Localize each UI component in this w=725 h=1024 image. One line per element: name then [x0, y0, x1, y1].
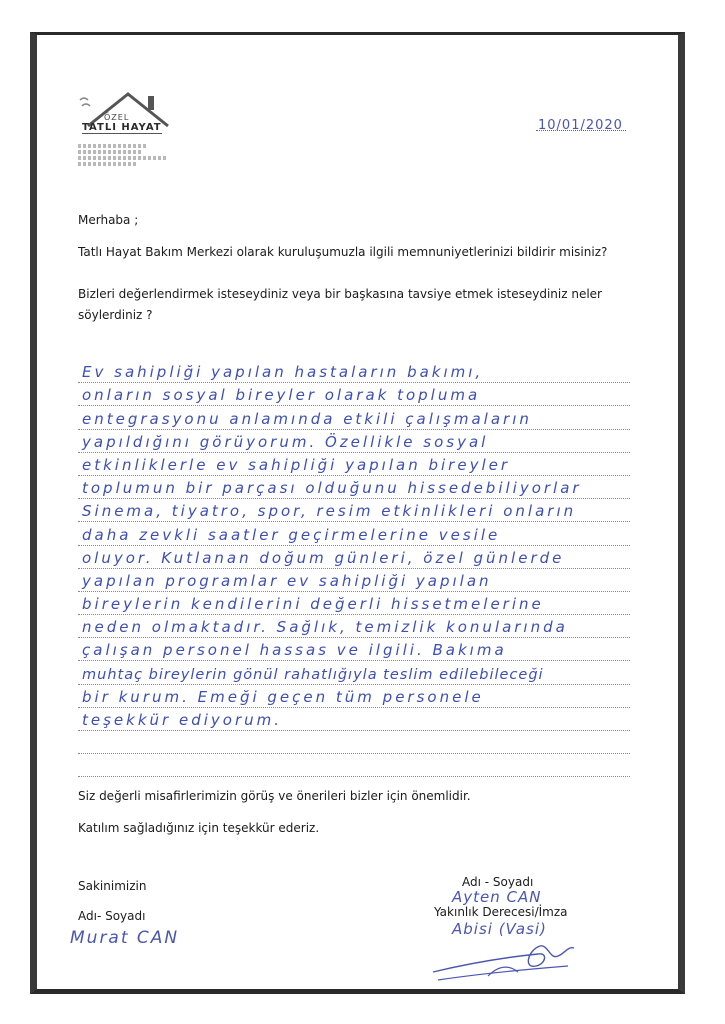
question-1: Tatlı Hayat Bakım Merkezi olarak kuruluşumuzla ilgili memnuniyetlerinizi bildirir misiniz?: [78, 245, 608, 259]
answer-line: [78, 430, 630, 453]
logo-text-brand: TATLI HAYAT: [82, 122, 162, 133]
answer-line: [78, 685, 630, 708]
handwritten-text: teşekkür ediyorum.: [82, 711, 282, 729]
handwritten-text: oluyor. Kutlanan doğum günleri, özel günlerde: [82, 548, 565, 567]
handwritten-text: bir kurum. Emeği geçen tüm personele: [82, 687, 484, 706]
answer-line: [78, 708, 630, 731]
handwritten-text: çalışan personel hassas ve ilgili. Bakıma: [82, 641, 507, 660]
handwritten-text: Sinema, tiyatro, spor, resim etkinlikleri onların: [82, 502, 577, 521]
thanks-note: Katılım sağladığınız için teşekkür ederiz.: [78, 821, 320, 835]
handwritten-text: entegrasyonu anlamında etkili çalışmaların: [82, 409, 532, 428]
handwritten-date: 10/01/2020: [538, 118, 623, 133]
answer-line: [78, 453, 630, 476]
date-dotted-line: [536, 130, 626, 131]
answer-line: [78, 754, 630, 777]
answer-line: [78, 592, 630, 615]
answer-line: [78, 360, 630, 383]
logo-contact-lines: [78, 144, 178, 168]
answer-line: [78, 406, 630, 429]
answer-line: [78, 615, 630, 638]
logo-text-ozel: ÖZEL: [104, 113, 130, 122]
handwritten-text: yapıldığını görüyorum. Özellikle sosyal: [82, 432, 489, 451]
answer-line: [78, 476, 630, 499]
handwritten-text: muhtaç bireylerin gönül rahatlığıyla teslim edilebileceği: [82, 666, 544, 683]
relation-handwritten: Abisi (Vasi): [452, 920, 547, 938]
signature-icon: [428, 936, 578, 986]
question-2: Bizleri değerlendirmek isteseydiniz veya bir başkasına tavsiye etmek isteseydiniz neler söylerdiniz ?: [78, 287, 602, 322]
relative-name-label: Adı - Soyadı: [462, 875, 534, 889]
resident-name-handwritten: Murat CAN: [70, 928, 180, 948]
answer-line: [78, 522, 630, 545]
handwritten-text: yapılan programlar ev sahipliği yapılan: [82, 571, 492, 590]
relative-name-handwritten: Ayten CAN: [452, 888, 542, 906]
handwritten-text: bireylerin kendilerini değerli hissetmelerine: [82, 595, 544, 614]
handwritten-text: neden olmaktadır. Sağlık, temizlik konularında: [82, 618, 568, 637]
answer-line: [78, 499, 630, 522]
handwritten-text: etkinliklerle ev sahipliği yapılan bireyler: [82, 455, 511, 474]
resident-label: Sakinimizin: [78, 879, 147, 893]
resident-name-label: Adı- Soyadı: [78, 909, 146, 923]
answer-line: [78, 661, 630, 684]
relation-signature-label: Yakınlık Derecesi/İmza: [434, 905, 568, 919]
handwritten-text: onların sosyal bireyler olarak topluma: [82, 386, 481, 405]
handwritten-text: toplumun bir parçası olduğunu hissedebiliyorlar: [82, 479, 582, 498]
answer-line: [78, 569, 630, 592]
answer-line: [78, 638, 630, 661]
handwritten-text: Ev sahipliği yapılan hastaların bakımı,: [82, 363, 484, 382]
handwritten-text: daha zevkli saatler geçirmelerine vesile: [82, 525, 501, 544]
answer-lines: [78, 360, 630, 777]
answer-line: [78, 546, 630, 569]
answer-line: [78, 383, 630, 406]
closing-note: Siz değerli misafirlerimizin görüş ve önerileri bizler için önemlidir.: [78, 789, 471, 803]
greeting: Merhaba ;: [78, 213, 139, 227]
answer-line: [78, 731, 630, 754]
